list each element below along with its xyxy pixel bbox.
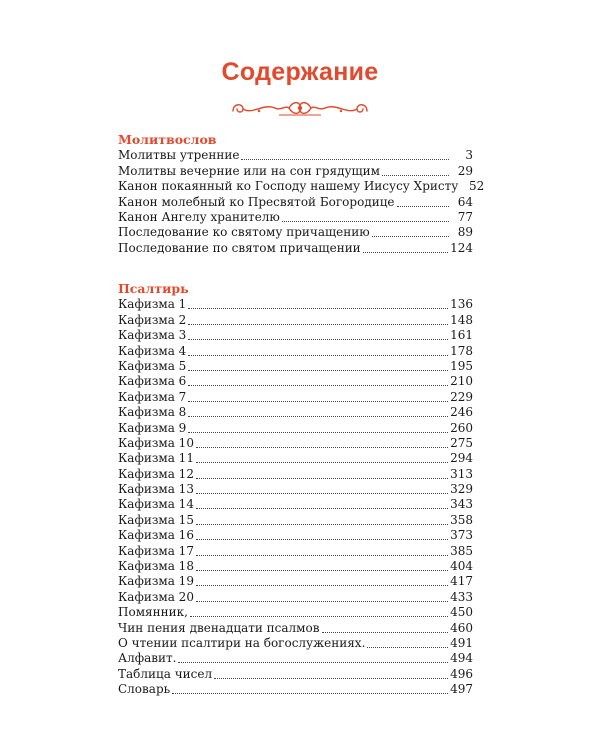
dot-leader [196,462,448,463]
dot-leader [188,324,448,325]
dot-leader [188,401,448,402]
toc-entry-label: Канон молебный ко Пресвятой Богородице [118,194,395,209]
toc-entry-label: Кафизма 5 [118,358,187,373]
toc-entry-page: 178 [450,343,473,358]
toc-entry-label: Кафизма 20 [118,589,194,604]
toc-entry-label: Молитвы утренние [118,148,240,163]
toc-entry[interactable] [118,405,473,420]
section-psaltir [118,282,473,697]
toc-entry-label: Последование ко святому причащению [118,225,370,240]
toc-entry-label: Канон покаянный ко Господу нашему Иисусу Христу [118,179,459,194]
toc-entry-page: 460 [450,620,473,635]
dot-leader [196,539,448,540]
dot-leader [372,236,449,237]
dot-leader [188,355,448,356]
dot-leader [172,693,448,694]
toc-entry-page: 491 [450,635,473,650]
toc-entry[interactable] [118,482,473,497]
toc-entry-label: Молитвы вечерние или на сон грядущим [118,163,381,178]
toc-entry-label: Кафизма 4 [118,343,187,358]
dot-leader [196,570,448,571]
toc-entry[interactable] [118,194,473,209]
toc-entry-label: О чтении псалтири на богослужениях. [118,635,366,650]
toc-entry-page: 313 [450,466,473,481]
toc-entry[interactable] [118,636,473,651]
toc-entry-page: 343 [450,497,473,512]
toc-entry-page: 148 [450,312,473,327]
toc-entry-page: 417 [450,574,473,589]
dot-leader [188,370,448,371]
toc-entry[interactable] [118,589,473,604]
dot-leader [397,206,449,207]
dot-leader [382,175,449,176]
toc-entry-page: 294 [450,451,473,466]
toc-entry-label: Кафизма 15 [118,512,194,527]
dot-leader [282,221,449,222]
toc-entry-label: Канон Ангелу хранителю [118,209,280,224]
dot-leader [190,616,448,617]
toc-entry-page: 494 [450,651,473,666]
toc-entry-label: Последование по святом причащении [118,240,361,255]
toc-entry[interactable] [118,682,473,697]
section-title: Молитвослов [118,132,217,147]
dot-leader [196,524,448,525]
toc-entry[interactable] [118,666,473,681]
toc-entry-label: Помянник, [118,605,188,620]
toc-entry-page: 433 [450,589,473,604]
toc-entry[interactable] [118,559,473,574]
toc-entry[interactable] [118,543,473,558]
toc-entry[interactable] [118,210,473,225]
toc-entry-page: 124 [450,240,473,255]
page-title: Содержание [221,58,379,86]
dot-leader [241,159,449,160]
toc-entry-page: 195 [450,358,473,373]
toc-entry[interactable] [118,343,473,358]
toc-entry-page: 77 [457,209,473,224]
ornament-icon [229,97,371,119]
toc-entry[interactable] [118,359,473,374]
toc-entry-page: 496 [450,666,473,681]
dot-leader [322,632,449,633]
toc-entry-label: Кафизма 12 [118,466,194,481]
dot-leader [196,478,448,479]
toc-entry-label: Кафизма 1 [118,297,187,312]
toc-entry-page: 275 [450,435,473,450]
toc-entry[interactable] [118,163,473,178]
dot-leader [196,447,448,448]
toc-entry-label: Кафизма 13 [118,482,194,497]
dot-leader [196,585,448,586]
toc-entry-label: Кафизма 3 [118,328,187,343]
dot-leader [196,601,448,602]
toc-entry[interactable] [118,179,485,194]
toc-entry-page: 329 [450,482,473,497]
toc-entry-page: 404 [450,559,473,574]
toc-entry-label: Словарь [118,682,171,697]
toc-entry-page: 210 [450,374,473,389]
toc-entry[interactable] [118,389,473,404]
toc-entry[interactable] [118,466,473,481]
dot-leader [188,308,448,309]
toc-entry[interactable] [118,312,473,327]
toc-entry-page: 229 [450,389,473,404]
toc-entry-page: 89 [457,225,473,240]
toc-entry-label: Кафизма 6 [118,374,187,389]
toc-entry-label: Кафизма 7 [118,389,187,404]
toc-entry-page: 497 [450,682,473,697]
dot-leader [188,385,448,386]
toc-entry-label: Кафизма 2 [118,312,187,327]
toc-entry[interactable] [118,148,473,163]
dot-leader [196,493,448,494]
toc-entry[interactable] [118,420,473,435]
toc-entry[interactable] [118,240,473,255]
toc-entry-label: Кафизма 11 [118,451,194,466]
toc-entry[interactable] [118,574,473,589]
toc-entry-label: Чин пения двенадцати псалмов [118,620,320,635]
toc-entry-page: 64 [457,194,473,209]
toc-entry-page: 136 [450,297,473,312]
dot-leader [214,678,448,679]
toc-entry[interactable] [118,497,473,512]
toc-entry[interactable] [118,436,473,451]
toc-entry-label: Алфавит. [118,651,177,666]
toc-entry-page: 3 [465,148,473,163]
toc-entry-label: Таблица чисел [118,666,213,681]
toc-entry-page: 52 [469,179,485,194]
toc-entry[interactable] [118,651,473,666]
toc-entry[interactable] [118,374,473,389]
toc-entry[interactable] [118,605,473,620]
toc-entry-label: Кафизма 9 [118,420,187,435]
dot-leader [363,252,448,253]
toc-entry-label: Кафизма 8 [118,405,187,420]
toc-entry-page: 29 [457,163,473,178]
toc-entry[interactable] [118,528,473,543]
toc-entry-page: 385 [450,543,473,558]
toc-entry-label: Кафизма 16 [118,528,194,543]
toc-entry-label: Кафизма 14 [118,497,194,512]
toc-entry[interactable] [118,451,473,466]
toc-entry-page: 373 [450,528,473,543]
dot-leader [188,416,448,417]
toc-entry-label: Кафизма 17 [118,543,194,558]
section-title: Псалтирь [118,281,189,296]
toc-entry-label: Кафизма 19 [118,574,194,589]
toc-entry-page: 161 [450,328,473,343]
toc-entry[interactable] [118,328,473,343]
dot-leader [188,432,448,433]
dot-leader [196,555,448,556]
toc-entry-label: Кафизма 18 [118,559,194,574]
toc-entry[interactable] [118,620,473,635]
toc-entry-page: 450 [450,605,473,620]
dot-leader [178,662,448,663]
toc-entry-page: 246 [450,405,473,420]
dot-leader [188,339,448,340]
toc-entry[interactable] [118,512,473,527]
toc-entry-page: 260 [450,420,473,435]
toc-entry-label: Кафизма 10 [118,435,194,450]
toc-entry-page: 358 [450,512,473,527]
section-molitvoslov [118,132,485,256]
toc-entry[interactable] [118,297,473,312]
dot-leader [367,647,448,648]
dot-leader [196,508,448,509]
toc-entry[interactable] [118,225,473,240]
